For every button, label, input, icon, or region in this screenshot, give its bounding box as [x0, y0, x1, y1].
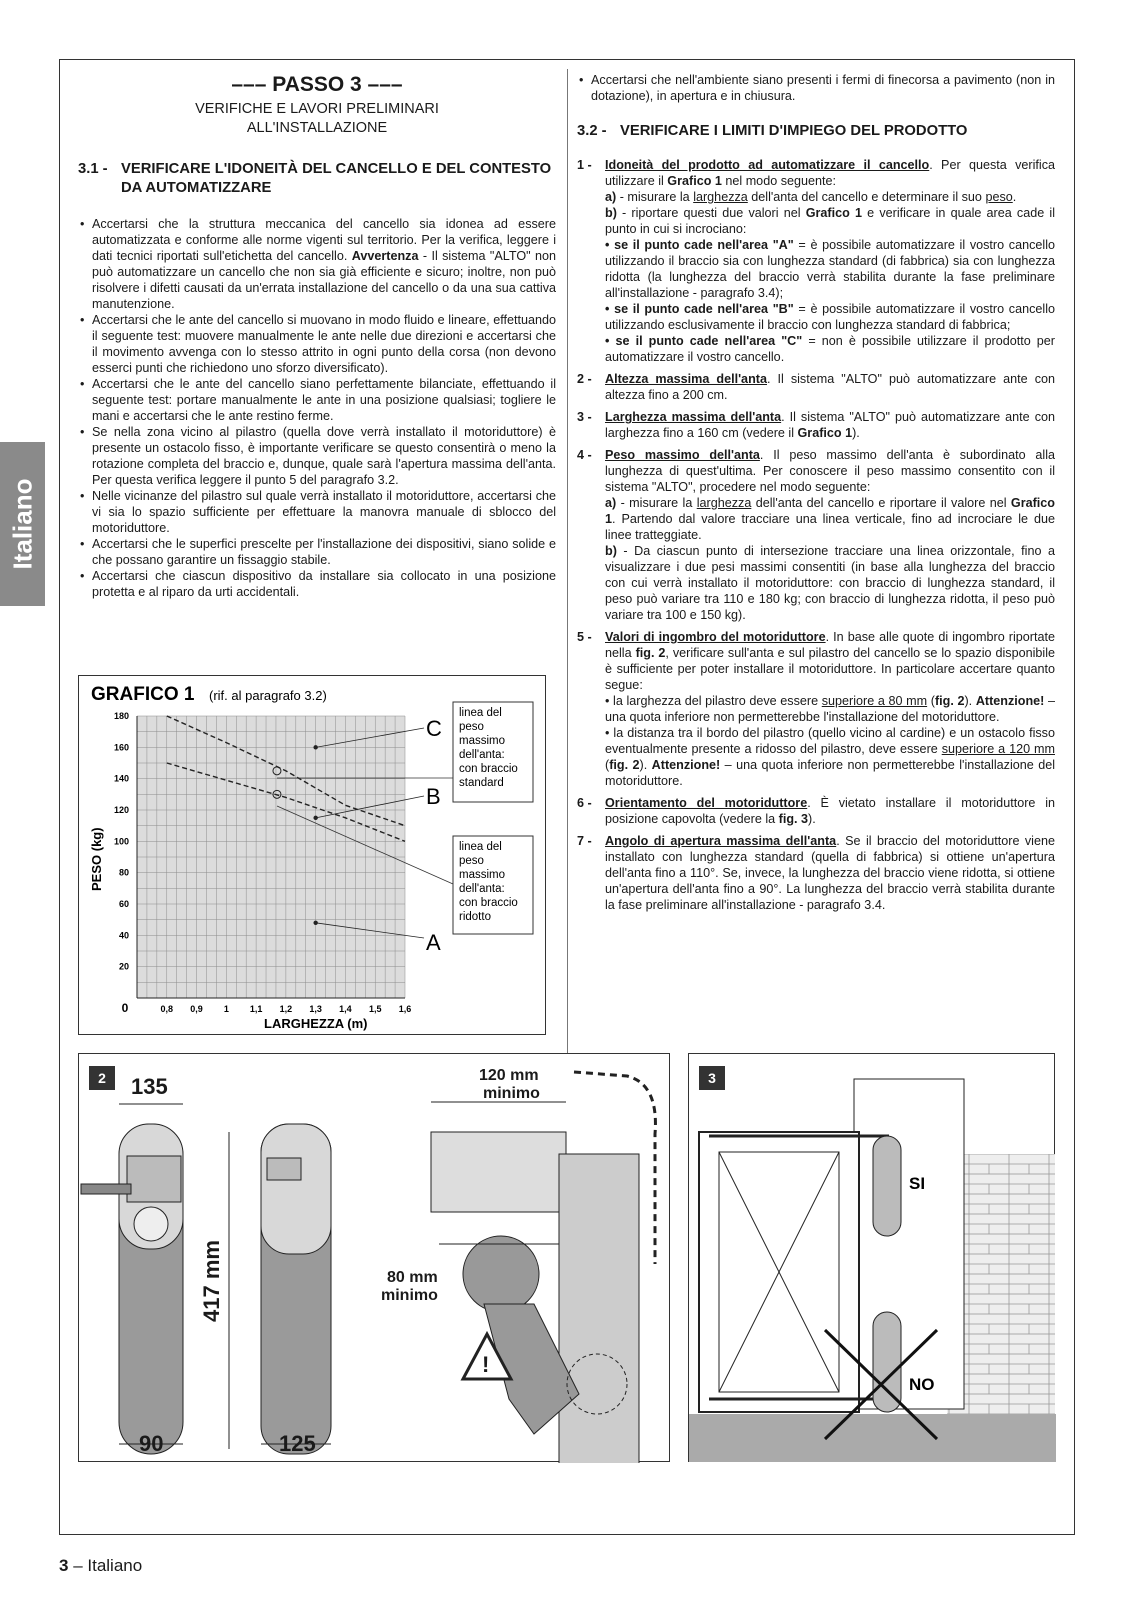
y-tick-label: 140: [113, 773, 129, 784]
y-tick-label: 60: [118, 899, 129, 909]
section-3-1-heading: [78, 160, 556, 198]
list-item-number: 2 -: [577, 372, 592, 386]
list-item: [577, 157, 1055, 365]
x-tick-label: 1: [223, 1004, 229, 1014]
page-number: 3: [59, 1556, 69, 1575]
area-label-B: B: [426, 784, 441, 809]
y-axis-label: PESO (kg): [89, 827, 104, 891]
list-item: [577, 629, 1055, 789]
y-tick-label: 80: [118, 867, 129, 878]
footer-language: – Italiano: [68, 1556, 143, 1575]
list-item-number: 7 -: [577, 834, 592, 848]
bullet-item: • Accertarsi che ciascun dispositivo da installare sia collocato in una posizione protetta e al riparo da urti accidentali.: [78, 568, 556, 600]
figure-number: 3: [699, 1066, 725, 1090]
list-item-number: 3 -: [577, 410, 592, 424]
x-tick-label: 1,2: [279, 1004, 293, 1014]
section-3-2-heading: [577, 122, 1055, 141]
list-item-text: Orientamento del motoriduttore. È vietato installare il motoriduttore in posizione capovolta (vedere la fig. 3).: [605, 796, 1055, 826]
list-item-text: Valori di ingombro del motoriduttore. In base alle quote di ingombro riportate nella fig. 2, verificare sull'anta e sul pilastro del cancello se lo spazio disponibile è sufficiente per poter installare il motoriduttore. In particolare accertare quanto segue: • la larghezza del pilastro deve essere superiore a 80 mm (fig. 2). Attenzione! – una quota inferiore non permetterebbe l'installazione del motoriduttore. • la distanza tra il bordo del pilastro (quello vicino al cardine) e un ostacolo fisso eventualmente presente a ridosso del pilastro, deve essere superiore a 120 mm (fig. 2). Attenzione! – una quota inferiore non permetterebbe l'installazione del motoriduttore.: [605, 630, 1056, 788]
x-tick-label: 1,6: [398, 1004, 412, 1014]
figure-3: [688, 1053, 1055, 1462]
x-tick-label: 0,8: [160, 1004, 174, 1014]
x-tick-label: 1,3: [309, 1004, 322, 1014]
chart-svg: [79, 676, 547, 1036]
list-item: [577, 447, 1055, 623]
step-subtitle: [78, 100, 556, 138]
grafico-1: [78, 675, 546, 1035]
bullet-item: [78, 216, 556, 312]
chart-subtitle: (rif. al paragrafo 3.2): [209, 688, 327, 703]
bullet-item: • Nelle vicinanze del pilastro sul quale verrà installato il motoriduttore, accertarsi che vi sia lo spazio sufficiente per effettuare la manovra manuale di sblocco del motoriduttore.: [78, 488, 556, 536]
bullet-item: • Accertarsi che le ante del cancello siano perfettamente bilanciate, effettuando il seguente test: portare manualmente le ante in una posizione qualsiasi; togliere le mani e accertarsi che le ante restino ferme.: [78, 376, 556, 424]
figure-2: [78, 1053, 670, 1462]
figure-number: 2: [89, 1066, 115, 1090]
list-item-text: Idoneità del prodotto ad automatizzare il cancello. Per questa verifica utilizzare il Grafico 1 nel modo seguente: a) - misurare la larghezza dell'anta del cancello e determinare il suo peso. b) - riportare questi due valori nel Grafico 1 e verificare in quale area cade il punto in cui si incrociano: • se il punto cade nell'area "A" = è possibile automatizzare il vostro cancello utilizzando il braccio sia con lunghezza standard (di fabbrica) sia con lunghezza ridotta (la lunghezza del braccio verrà stabilita durante la fase preliminare all'installazione - paragrafo 3.4); • se il punto cade nell'area "B" = è possibile automatizzare il vostro cancello utilizzando esclusivamente il braccio con lunghezza standard di fabbrica; • se il punto cade nell'area "C" = non è possibile utilizzare il prodotto per automatizzare il vostro cancello.: [605, 158, 1056, 364]
step-subtitle-line-2: ALL'INSTALLAZIONE: [246, 120, 388, 136]
x-tick-label: 1,5: [368, 1004, 382, 1014]
figure-2-drawing: [79, 1054, 671, 1463]
section-title: VERIFICARE I LIMITI D'IMPIEGO DEL PRODOTTO: [620, 123, 968, 139]
x-tick-label: 0: [121, 1001, 129, 1015]
legend-standard: linea del peso massimo dell'anta: con braccio standard: [459, 707, 518, 789]
list-item-number: 4 -: [577, 448, 592, 462]
list-item-text: Altezza massima dell'anta. Il sistema "ALTO" può automatizzare ante con altezza fino a 200 cm.: [605, 372, 1055, 402]
area-label-C: C: [426, 716, 442, 741]
y-tick-label: 40: [118, 930, 129, 941]
area-label-A: A: [426, 930, 441, 955]
bullet-text: Accertarsi che la struttura meccanica del cancello sia idonea ad essere automatizzata e conforme alle norme vigenti sul territorio. Per la verifica, leggere i dati tecnici riportati sull'etichetta del cancello.: [92, 217, 556, 263]
section-3-1-bullets: [78, 216, 556, 600]
x-tick-label: 1,4: [339, 1004, 352, 1014]
dim-125: 125: [279, 1431, 316, 1456]
y-tick-label: 180: [113, 711, 129, 721]
step-subtitle-line-1: VERIFICHE E LAVORI PRELIMINARI: [195, 101, 439, 117]
x-tick-label: 1,1: [249, 1004, 263, 1014]
plot-area: [114, 711, 424, 1015]
bullet-item: • Accertarsi che le superfici prescelte per l'installazione dei dispositivi, siano solide e che possano garantire un fissaggio stabile.: [78, 536, 556, 568]
bullet-item: • Accertarsi che nell'ambiente siano presenti i fermi di finecorsa a pavimento (non in dotazione), in apertura e in chiusura.: [577, 72, 1055, 104]
warning-text: - Il sistema "ALTO" non può automatizzare un cancello che non sia già efficiente e sicuro; inoltre, non può risolvere i difetti causati da un'errata installazione del cancello o da una sua cattiva manutenzione.: [92, 249, 556, 311]
list-item-number: 5 -: [577, 630, 592, 644]
y-tick-label: 160: [113, 742, 129, 753]
x-axis-label: LARGHEZZA (m): [264, 1016, 368, 1031]
legend-reduced: linea del peso massimo dell'anta: con braccio ridotto: [459, 841, 518, 923]
right-bullets: [577, 72, 1055, 104]
left-column: [78, 72, 556, 600]
bullet-item: • Accertarsi che le ante del cancello si muovano in modo fluido e lineare, effettuando il seguente test: muovere manualmente le ante nelle due direzioni e accertarsi che il movimento avvenga con lo stesso attrito in ogni punto della corsa (non devono esserci punti che richiedono uno sforzo diversificato).: [78, 312, 556, 376]
list-item: [577, 371, 1055, 403]
figure-3-drawing: [689, 1054, 1056, 1463]
column-divider: [567, 69, 568, 1059]
dim-417: 417 mm: [199, 1240, 224, 1322]
page-footer: [59, 1556, 142, 1576]
section-number: 3.1 -: [78, 161, 108, 177]
list-item-text: Larghezza massima dell'anta. Il sistema "ALTO" può automatizzare ante con larghezza fino a 160 cm (vedere il Grafico 1).: [605, 410, 1055, 440]
list-item: [577, 795, 1055, 827]
dim-135: 135: [131, 1074, 168, 1099]
bullet-item: • Se nella zona vicino al pilastro (quella dove verrà installato il motoriduttore) è presente un ostacolo fisso, è importante verificare se questo consentirà o meno la rotazione completa del braccio e, dunque, quale sarà l'apertura massima dell'anta. Per questa verifica leggere il punto 5 del paragrafo 3.2.: [78, 424, 556, 488]
list-item-text: Peso massimo dell'anta. Il peso massimo dell'anta è subordinato alla lunghezza di quest'ultima. Per conoscere il peso massimo consentito con il sistema "ALTO", procedere nel modo seguente: a) - misurare la larghezza dell'anta del cancello e riportare il valore nel Grafico 1. Partendo dal valore tracciare una linea verticale, fino ad incrociare le due linee tratteggiate. b) - Da ciascun punto di intersezione tracciare una linea orizzontale, fino a visualizzare i due pesi massimi consentiti (in base alla lunghezza del braccio con cui verrà installato il motoriduttore: con braccio di lunghezza standard, il peso può variare tra 110 e 180 kg; con braccio di lunghezza ridotta, il peso può variare tra 100 e 150 kg).: [605, 448, 1055, 622]
y-tick-label: 120: [113, 805, 129, 815]
dim-90: 90: [139, 1431, 164, 1456]
dim-80: 80 mm minimo: [381, 1269, 438, 1304]
step-title: ––– PASSO 3 –––: [231, 73, 403, 96]
list-item-number: 6 -: [577, 796, 592, 810]
language-tab-label: Italiano: [7, 478, 37, 570]
label-no: NO: [909, 1375, 935, 1394]
section-number: 3.2 -: [577, 123, 607, 139]
y-tick-label: 100: [113, 836, 129, 847]
x-tick-label: 0,9: [190, 1004, 203, 1014]
y-tick-label: 20: [118, 961, 129, 972]
svg-text:!: !: [482, 1352, 490, 1377]
section-title: VERIFICARE L'IDONEITÀ DEL CANCELLO E DEL CONTESTO DA AUTOMATIZZARE: [121, 161, 552, 196]
label-si: SI: [909, 1174, 926, 1193]
warning-label: Avvertenza: [351, 249, 419, 263]
section-3-2-list: [577, 157, 1055, 913]
language-tab: [0, 442, 45, 606]
list-item: [577, 833, 1055, 913]
list-item-number: 1 -: [577, 158, 592, 172]
right-column: [577, 72, 1055, 919]
chart-title: GRAFICO 1: [91, 684, 195, 705]
dim-120: 120 mm minimo: [479, 1067, 540, 1102]
list-item: [577, 409, 1055, 441]
list-item-text: Angolo di apertura massima dell'anta. Se il braccio del motoriduttore viene installato con lunghezza standard (quella di fabbrica) si ottiene un'apertura dell'anta fino a 110°. Se, invece, la lunghezza del braccio viene ridotta, si ottiene un'apertura dell'anta fino a 90°. La lunghezza del braccio verrà stabilita durante la fase preliminare all'installazione - paragrafo 3.4.: [605, 834, 1055, 912]
